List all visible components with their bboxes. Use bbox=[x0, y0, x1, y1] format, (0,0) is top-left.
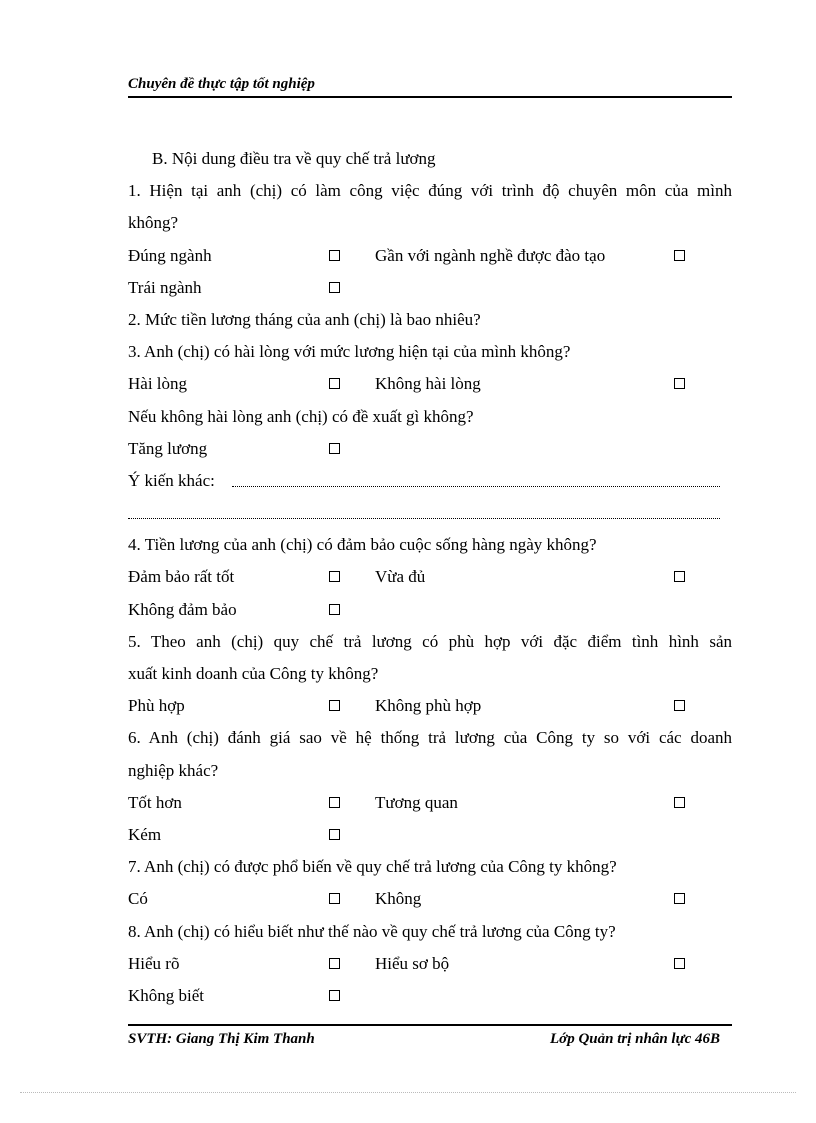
q5-option-label: Phù hợp bbox=[128, 696, 185, 716]
q6-checkbox-kem[interactable] bbox=[329, 829, 340, 840]
q3-checkbox-hai-long[interactable] bbox=[329, 378, 340, 389]
q8-options-row2 bbox=[128, 980, 732, 1012]
q6-option-label: Kém bbox=[128, 824, 162, 844]
q5-checkbox-phu-hop[interactable] bbox=[329, 700, 340, 711]
q3-follow-up: Nếu không hài lòng anh (chị) có đề xuất gì không? bbox=[128, 406, 474, 426]
q3-checkbox-khong-hai-long[interactable] bbox=[674, 378, 685, 389]
q3-other-label: Ý kiến khác: bbox=[128, 470, 215, 490]
q1-checkbox-trai-nganh[interactable] bbox=[329, 282, 340, 293]
q6-options-row1 bbox=[128, 787, 732, 819]
q7-option-label: Có bbox=[128, 889, 148, 909]
q3-checkbox-tang-luong[interactable] bbox=[329, 443, 340, 454]
section-title: B. Nội dung điều tra về quy chế trả lương bbox=[152, 149, 436, 168]
q5-option-label: Không phù hợp bbox=[375, 696, 482, 716]
q7-text: 7. Anh (chị) có được phổ biến về quy chế trả lương của Công ty không? bbox=[128, 857, 617, 877]
page-header bbox=[128, 76, 732, 98]
q6-text: 6. Anh (chị) đánh giá sao về hệ thống trả lương của Công ty so với các doanh bbox=[128, 728, 732, 748]
q7-checkbox-khong[interactable] bbox=[674, 893, 685, 904]
q1-option-label: Đúng ngành bbox=[128, 245, 212, 265]
q5-text-cont: xuất kinh doanh của Công ty không? bbox=[128, 664, 379, 683]
q5-text: 5. Theo anh (chị) quy chế trả lương có phù hợp với đặc điểm tình hình sản bbox=[128, 631, 732, 651]
q3-options-row1 bbox=[128, 368, 732, 400]
footer-class: Lớp Quản trị nhân lực 46B bbox=[550, 1031, 720, 1047]
q4-checkbox-dam-bao-rat-tot[interactable] bbox=[329, 571, 340, 582]
q1-checkbox-dung-nganh[interactable] bbox=[329, 250, 340, 261]
q3-option-label: Hài lòng bbox=[128, 374, 188, 394]
q8-options-row1 bbox=[128, 948, 732, 980]
q1-text: 1. Hiện tại anh (chị) có làm công việc đúng với trình độ chuyên môn của mình bbox=[128, 181, 732, 201]
q4-text: 4. Tiền lương của anh (chị) có đảm bảo cuộc sống hàng ngày không? bbox=[128, 535, 597, 555]
q8-text: 8. Anh (chị) có hiểu biết như thế nào về quy chế trả lương của Công ty? bbox=[128, 921, 616, 941]
header-title: Chuyên đề thực tập tốt nghiệp bbox=[128, 76, 315, 92]
q4-options-row1 bbox=[128, 561, 732, 593]
footer-student: SVTH: Giang Thị Kim Thanh bbox=[128, 1031, 315, 1047]
q4-option-label: Không đảm bảo bbox=[128, 599, 237, 619]
q3-other-input-line[interactable] bbox=[232, 486, 720, 487]
q6-text-cont: nghiệp khác? bbox=[128, 760, 219, 780]
q8-checkbox-hieu-so-bo[interactable] bbox=[674, 958, 685, 969]
page-edge-divider bbox=[20, 1092, 796, 1093]
q1-checkbox-gan-nganh[interactable] bbox=[674, 250, 685, 261]
q7-option-label: Không bbox=[375, 889, 422, 909]
q6-checkbox-tuong-quan[interactable] bbox=[674, 797, 685, 808]
q7-options-row1 bbox=[128, 883, 732, 915]
q8-option-label: Hiểu rõ bbox=[128, 953, 180, 973]
q1-option-label: Trái ngành bbox=[128, 277, 202, 297]
q5-options-row1 bbox=[128, 690, 732, 722]
q2-text: 2. Mức tiền lương tháng của anh (chị) là bao nhiêu? bbox=[128, 309, 481, 329]
q4-option-label: Vừa đủ bbox=[375, 567, 426, 587]
q3-text: 3. Anh (chị) có hài lòng với mức lương hiện tại của mình không? bbox=[128, 342, 571, 362]
q4-checkbox-vua-du[interactable] bbox=[674, 571, 685, 582]
q1-options-row2 bbox=[128, 272, 732, 304]
q8-option-label: Hiểu sơ bộ bbox=[375, 953, 450, 973]
q8-checkbox-khong-biet[interactable] bbox=[329, 990, 340, 1001]
q1-text-cont: không? bbox=[128, 213, 179, 233]
q3-other-input-line2[interactable] bbox=[128, 518, 720, 519]
q8-option-label: Không biết bbox=[128, 985, 205, 1005]
q3-other-row bbox=[128, 465, 732, 497]
q3-options-row2 bbox=[128, 433, 732, 465]
q3-option-label: Tăng lương bbox=[128, 438, 208, 458]
page-footer bbox=[128, 1024, 732, 1050]
q5-checkbox-khong-phu-hop[interactable] bbox=[674, 700, 685, 711]
q3-option-label: Không hài lòng bbox=[375, 374, 481, 394]
q4-option-label: Đảm bảo rất tốt bbox=[128, 567, 235, 587]
q4-options-row2 bbox=[128, 594, 732, 626]
q6-options-row2 bbox=[128, 819, 732, 851]
q6-checkbox-tot-hon[interactable] bbox=[329, 797, 340, 808]
q8-checkbox-hieu-ro[interactable] bbox=[329, 958, 340, 969]
q6-option-label: Tốt hơn bbox=[128, 792, 182, 812]
q1-option-label: Gần với ngành nghề được đào tạo bbox=[375, 245, 606, 265]
q1-options-row1 bbox=[128, 240, 732, 272]
q4-checkbox-khong-dam-bao[interactable] bbox=[329, 604, 340, 615]
q6-option-label: Tương quan bbox=[375, 792, 458, 812]
q3-other-row2 bbox=[128, 497, 732, 529]
q7-checkbox-co[interactable] bbox=[329, 893, 340, 904]
survey-content bbox=[128, 143, 732, 1012]
